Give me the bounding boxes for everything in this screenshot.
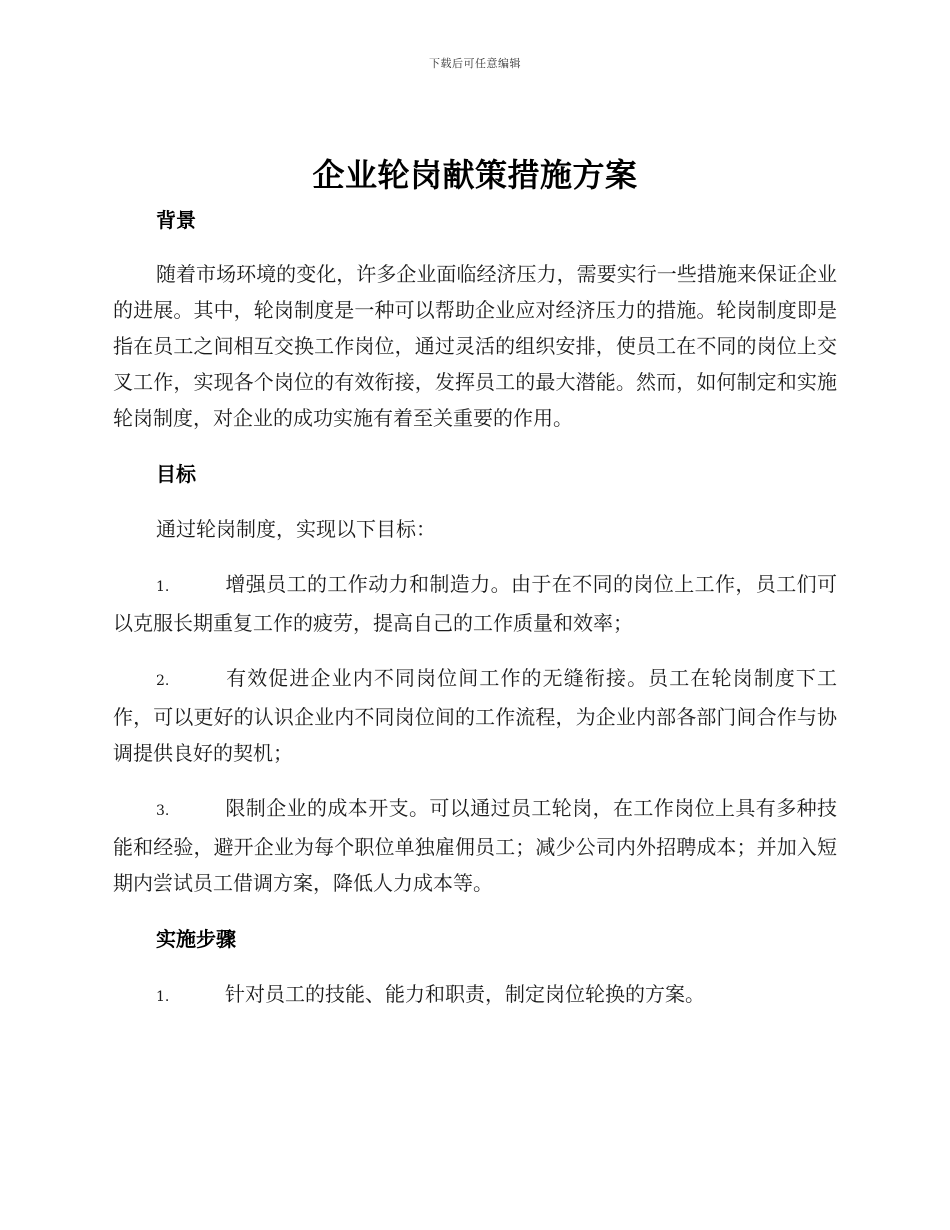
goal-item (113, 660, 837, 771)
goal-item-number: 2. (156, 673, 170, 689)
goal-item (113, 566, 837, 641)
goal-item-text: 有效促进企业内不同岗位间工作的无缝衔接。员工在轮岗制度下工作，可以更好的认识企业内不同岗位间的工作流程，为企业内部各部门间合作与协调提供良好的契机； (113, 666, 837, 765)
step-item-text: 针对员工的技能、能力和职责，制定岗位轮换的方案。 (225, 982, 705, 1006)
background-paragraph: 随着市场环境的变化，许多企业面临经济压力，需要实行一些措施来保证企业的进展。其中，轮岗制度是一种可以帮助企业应对经济压力的措施。轮岗制度即是指在员工之间相互交换工作岗位，通过灵活的组织安排，使员工在不同的岗位上交叉工作，实现各个岗位的有效衔接，发挥员工的最大潜能。然而，如何制定和实施轮岗制度，对企业的成功实施有着至关重要的作用。 (113, 262, 837, 430)
goal-item-number: 3. (156, 803, 170, 819)
section-heading-background: 背景 (156, 208, 196, 232)
section-heading-goals: 目标 (156, 462, 196, 486)
goal-item-text: 限制企业的成本开支。可以通过员工轮岗，在工作岗位上具有多种技能和经验，避开企业为每个职位单独雇佣员工；减少公司内外招聘成本；并加入短期内尝试员工借调方案，降低人力成本等。 (113, 796, 837, 895)
document-body (113, 202, 837, 1015)
step-item (113, 976, 837, 1015)
goal-item-text: 增强员工的工作动力和制造力。由于在不同的岗位上工作，员工们可以克服长期重复工作的疲劳，提高自己的工作质量和效率； (113, 572, 837, 635)
section-heading-steps: 实施步骤 (156, 927, 236, 951)
step-item-number: 1. (156, 989, 170, 1005)
document-title: 企业轮岗献策措施方案 (312, 156, 638, 194)
goal-item (113, 790, 837, 901)
goal-item-number: 1. (156, 579, 170, 595)
goals-intro: 通过轮岗制度，实现以下目标： (156, 517, 436, 541)
header-note: 下载后可任意编辑 (429, 57, 521, 70)
